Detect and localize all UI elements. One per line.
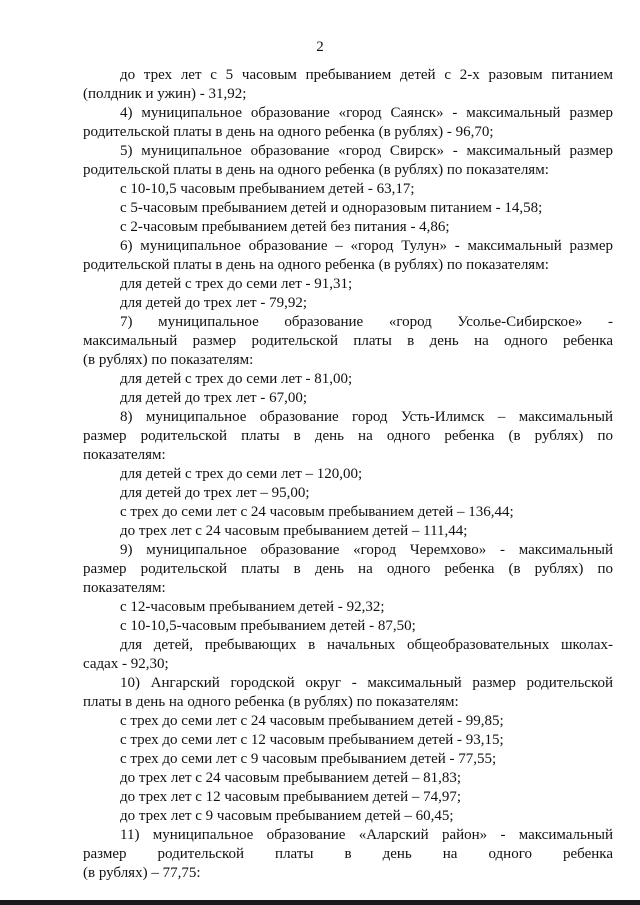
text-line: с 5-часовым пребыванием детей и одноразовым питанием - 14,58; [120, 200, 543, 216]
text-line: родительской платы в день на одного ребенка (в рублях) - 96,70; [83, 124, 494, 140]
text-line: платы в день на одного ребенка (в рублях) по показателям: [83, 694, 459, 710]
text-line: 11) муниципальное образование «Аларский район» - максимальный [120, 827, 613, 843]
text-line: с трех до семи лет с 24 часовым пребыванием детей - 99,85; [120, 713, 504, 729]
text-line: с 10-10,5-часовым пребыванием детей - 87,50; [120, 618, 416, 634]
page-number: 2 [316, 39, 324, 55]
text-line: с трех до семи лет с 12 часовым пребыванием детей - 93,15; [120, 732, 504, 748]
text-line: с 10-10,5 часовым пребыванием детей - 63,17; [120, 181, 415, 197]
text-line: 7) муниципальное образование «город Усолье-Сибирское» - [120, 314, 613, 330]
text-line: показателям: [83, 580, 166, 596]
text-line: для детей, пребывающих в начальных общеобразовательных школах- [120, 637, 613, 653]
text-line: до трех лет с 12 часовым пребыванием детей – 74,97; [120, 789, 462, 805]
text-line: (в рублях) по показателям: [83, 352, 254, 368]
text-line: родительской платы в день на одного ребенка (в рублях) по показателям: [83, 257, 549, 273]
text-line: до трех лет с 9 часовым пребыванием детей – 60,45; [120, 808, 454, 824]
text-line: 8) муниципальное образование город Усть-Илимск – максимальный [120, 409, 613, 425]
text-line: для детей с трех до семи лет – 120,00; [120, 466, 363, 482]
text-line: 4) муниципальное образование «город Саянск» - максимальный размер [120, 105, 613, 121]
text-line: 6) муниципальное образование – «город Тулун» - максимальный размер [120, 238, 613, 254]
text-line: (в рублях) – 77,75: [83, 865, 201, 881]
text-line: максимальный размер родительской платы в день на одного ребенка [83, 333, 613, 349]
text-line: для детей с трех до семи лет - 81,00; [120, 371, 353, 387]
text-line: родительской платы в день на одного ребенка (в рублях) по показателям: [83, 162, 549, 178]
text-line: показателям: [83, 447, 166, 463]
text-line: для детей до трех лет - 79,92; [120, 295, 307, 311]
text-line: до трех лет с 24 часовым пребыванием детей – 111,44; [120, 523, 468, 539]
text-line: с 2-часовым пребыванием детей без питания - 4,86; [120, 219, 450, 235]
text-line: с трех до семи лет с 24 часовым пребыванием детей – 136,44; [120, 504, 514, 520]
text-line: для детей до трех лет – 95,00; [120, 485, 310, 501]
text-line: до трех лет с 24 часовым пребыванием детей – 81,83; [120, 770, 462, 786]
text-line: (полдник и ужин) - 31,92; [83, 86, 247, 102]
text-line: 9) муниципальное образование «город Черемхово» - максимальный [120, 542, 613, 558]
text-line: до трех лет с 5 часовым пребыванием детей с 2-х разовым питанием [120, 67, 613, 83]
document-body [83, 66, 613, 883]
text-line: садах - 92,30; [83, 656, 169, 672]
text-line: размер родительской платы в день на одного ребенка (в рублях) по [83, 561, 613, 577]
text-line: 5) муниципальное образование «город Свирск» - максимальный размер [120, 143, 613, 159]
text-line: размер родительской платы в день на одного ребенка [83, 846, 613, 862]
text-line: для детей до трех лет - 67,00; [120, 390, 307, 406]
text-line: с 12-часовым пребыванием детей - 92,32; [120, 599, 385, 615]
text-line: 10) Ангарский городской округ - максимальный размер родительской [120, 675, 613, 691]
text-line: размер родительской платы в день на одного ребенка (в рублях) по [83, 428, 613, 444]
text-line: для детей с трех до семи лет - 91,31; [120, 276, 353, 292]
text-line: с трех до семи лет с 9 часовым пребыванием детей - 77,55; [120, 751, 497, 767]
page-bottom-edge [0, 900, 640, 905]
